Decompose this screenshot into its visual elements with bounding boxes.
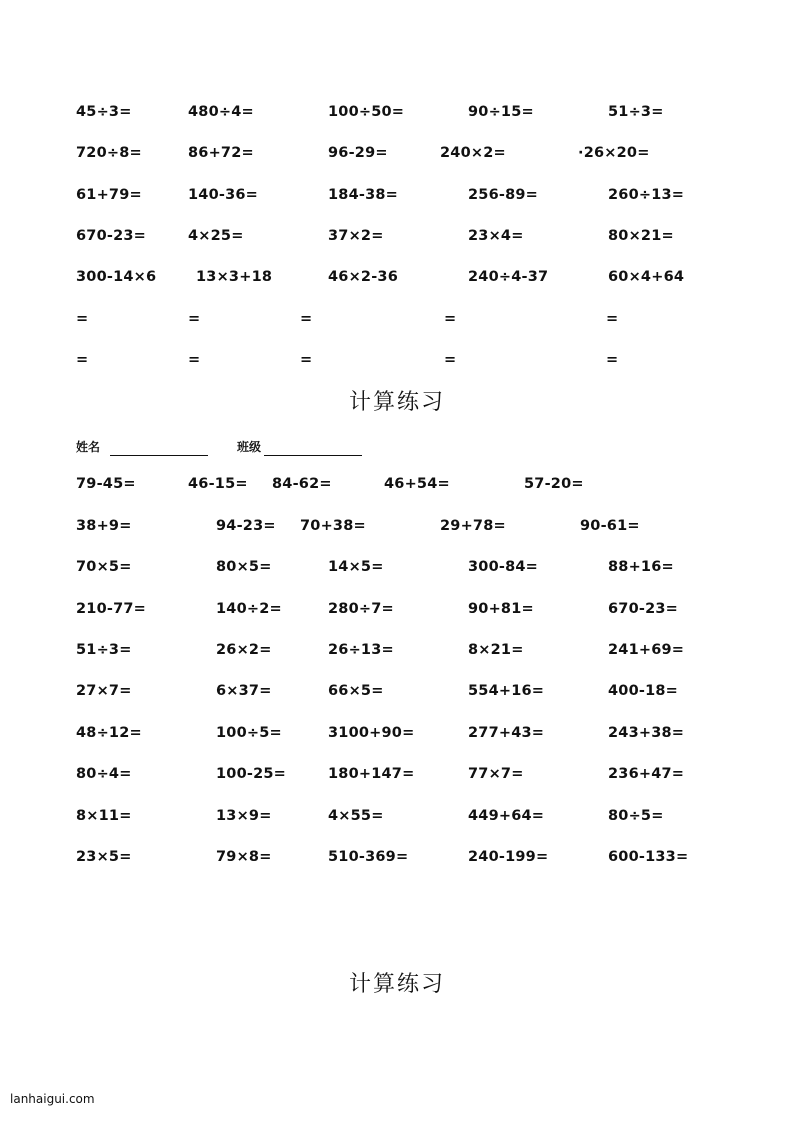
problem: 90÷15= — [468, 104, 534, 120]
problem: 100÷5= — [216, 725, 282, 741]
problem: 480÷4= — [188, 104, 254, 120]
problem: 79-45= — [76, 476, 136, 492]
answer-equals: = — [444, 311, 457, 327]
problem: 96-29= — [328, 145, 388, 161]
problem-row — [0, 845, 794, 869]
problem: 510-369= — [328, 849, 409, 865]
problem: 26÷13= — [328, 642, 394, 658]
problem: 300-84= — [468, 559, 539, 575]
problem: 70+38= — [300, 518, 366, 534]
problem: 260÷13= — [608, 187, 685, 203]
name-label: 姓名 — [76, 440, 101, 454]
problem: 300-14×6 — [76, 269, 157, 285]
problem: 243+38= — [608, 725, 685, 741]
answer-equals: = — [606, 311, 619, 327]
problem: 29+78= — [440, 518, 506, 534]
problem: 90-61= — [580, 518, 640, 534]
problem-row — [0, 762, 794, 786]
problem: 94-23= — [216, 518, 276, 534]
problem: 80÷4= — [76, 766, 132, 782]
problem: 51÷3= — [608, 104, 664, 120]
problem-row — [0, 638, 794, 662]
problem: 277+43= — [468, 725, 545, 741]
problem: 241+69= — [608, 642, 685, 658]
problem-row — [0, 555, 794, 579]
problem: 554+16= — [468, 683, 545, 699]
problem: 79×8= — [216, 849, 272, 865]
problem: 140-36= — [188, 187, 259, 203]
problem: 670-23= — [76, 228, 147, 244]
worksheet-title: 计算练习 — [348, 972, 445, 997]
problem: 280÷7= — [328, 601, 394, 617]
problem: 84-62= — [272, 476, 332, 492]
problem: 8×11= — [76, 808, 132, 824]
problem: 26×2= — [216, 642, 272, 658]
problem-row — [0, 721, 794, 745]
problem: 256-89= — [468, 187, 539, 203]
problem: 90+81= — [468, 601, 534, 617]
answer-equals: = — [606, 352, 619, 368]
problem: 37×2= — [328, 228, 384, 244]
problem-row — [0, 100, 794, 124]
problem: 449+64= — [468, 808, 545, 824]
problem: 236+47= — [608, 766, 685, 782]
answer-row — [0, 348, 794, 372]
answer-equals: = — [188, 352, 201, 368]
answer-equals: = — [444, 352, 457, 368]
class-blank[interactable] — [264, 455, 362, 456]
problem-row — [0, 472, 794, 496]
problem: 60×4+64 — [608, 269, 685, 285]
problem: ·26×20= — [578, 145, 650, 161]
answer-equals: = — [76, 311, 89, 327]
problem: 51÷3= — [76, 642, 132, 658]
problem: 400-18= — [608, 683, 679, 699]
problem-row — [0, 804, 794, 828]
problem: 57-20= — [524, 476, 584, 492]
problem-row — [0, 597, 794, 621]
source-footer: lanhaigui.com — [10, 1092, 95, 1106]
problem: 600-133= — [608, 849, 689, 865]
problem: 3100+90= — [328, 725, 415, 741]
problem-row — [0, 514, 794, 538]
problem-row — [0, 265, 794, 289]
problem: 80÷5= — [608, 808, 664, 824]
problem: 46×2-36 — [328, 269, 399, 285]
problem: 23×5= — [76, 849, 132, 865]
answer-row — [0, 307, 794, 331]
problem: 86+72= — [188, 145, 254, 161]
problem: 38+9= — [76, 518, 132, 534]
problem-row — [0, 224, 794, 248]
problem: 66×5= — [328, 683, 384, 699]
name-blank[interactable] — [110, 455, 208, 456]
answer-equals: = — [188, 311, 201, 327]
answer-equals: = — [300, 352, 313, 368]
problem: 14×5= — [328, 559, 384, 575]
worksheet-title: 计算练习 — [348, 390, 445, 415]
problem: 240÷4-37 — [468, 269, 549, 285]
problem: 4×25= — [188, 228, 244, 244]
problem: 88+16= — [608, 559, 674, 575]
problem: 180+147= — [328, 766, 415, 782]
problem: 80×21= — [608, 228, 674, 244]
problem: 184-38= — [328, 187, 399, 203]
problem: 240×2= — [440, 145, 506, 161]
problem-row — [0, 141, 794, 165]
problem-row — [0, 679, 794, 703]
problem: 210-77= — [76, 601, 147, 617]
problem: 240-199= — [468, 849, 549, 865]
problem: 140÷2= — [216, 601, 282, 617]
problem: 4×55= — [328, 808, 384, 824]
problem: 46-15= — [188, 476, 248, 492]
problem: 61+79= — [76, 187, 142, 203]
problem: 100-25= — [216, 766, 287, 782]
problem: 23×4= — [468, 228, 524, 244]
problem: 46+54= — [384, 476, 450, 492]
problem: 45÷3= — [76, 104, 132, 120]
problem: 13×3+18 — [196, 269, 273, 285]
problem: 77×7= — [468, 766, 524, 782]
problem: 8×21= — [468, 642, 524, 658]
problem: 13×9= — [216, 808, 272, 824]
problem: 70×5= — [76, 559, 132, 575]
answer-equals: = — [300, 311, 313, 327]
problem: 720÷8= — [76, 145, 142, 161]
problem-row — [0, 183, 794, 207]
class-label: 班级 — [237, 440, 262, 454]
problem: 670-23= — [608, 601, 679, 617]
problem: 100÷50= — [328, 104, 405, 120]
answer-equals: = — [76, 352, 89, 368]
problem: 80×5= — [216, 559, 272, 575]
problem: 6×37= — [216, 683, 272, 699]
problem: 48÷12= — [76, 725, 142, 741]
problem: 27×7= — [76, 683, 132, 699]
